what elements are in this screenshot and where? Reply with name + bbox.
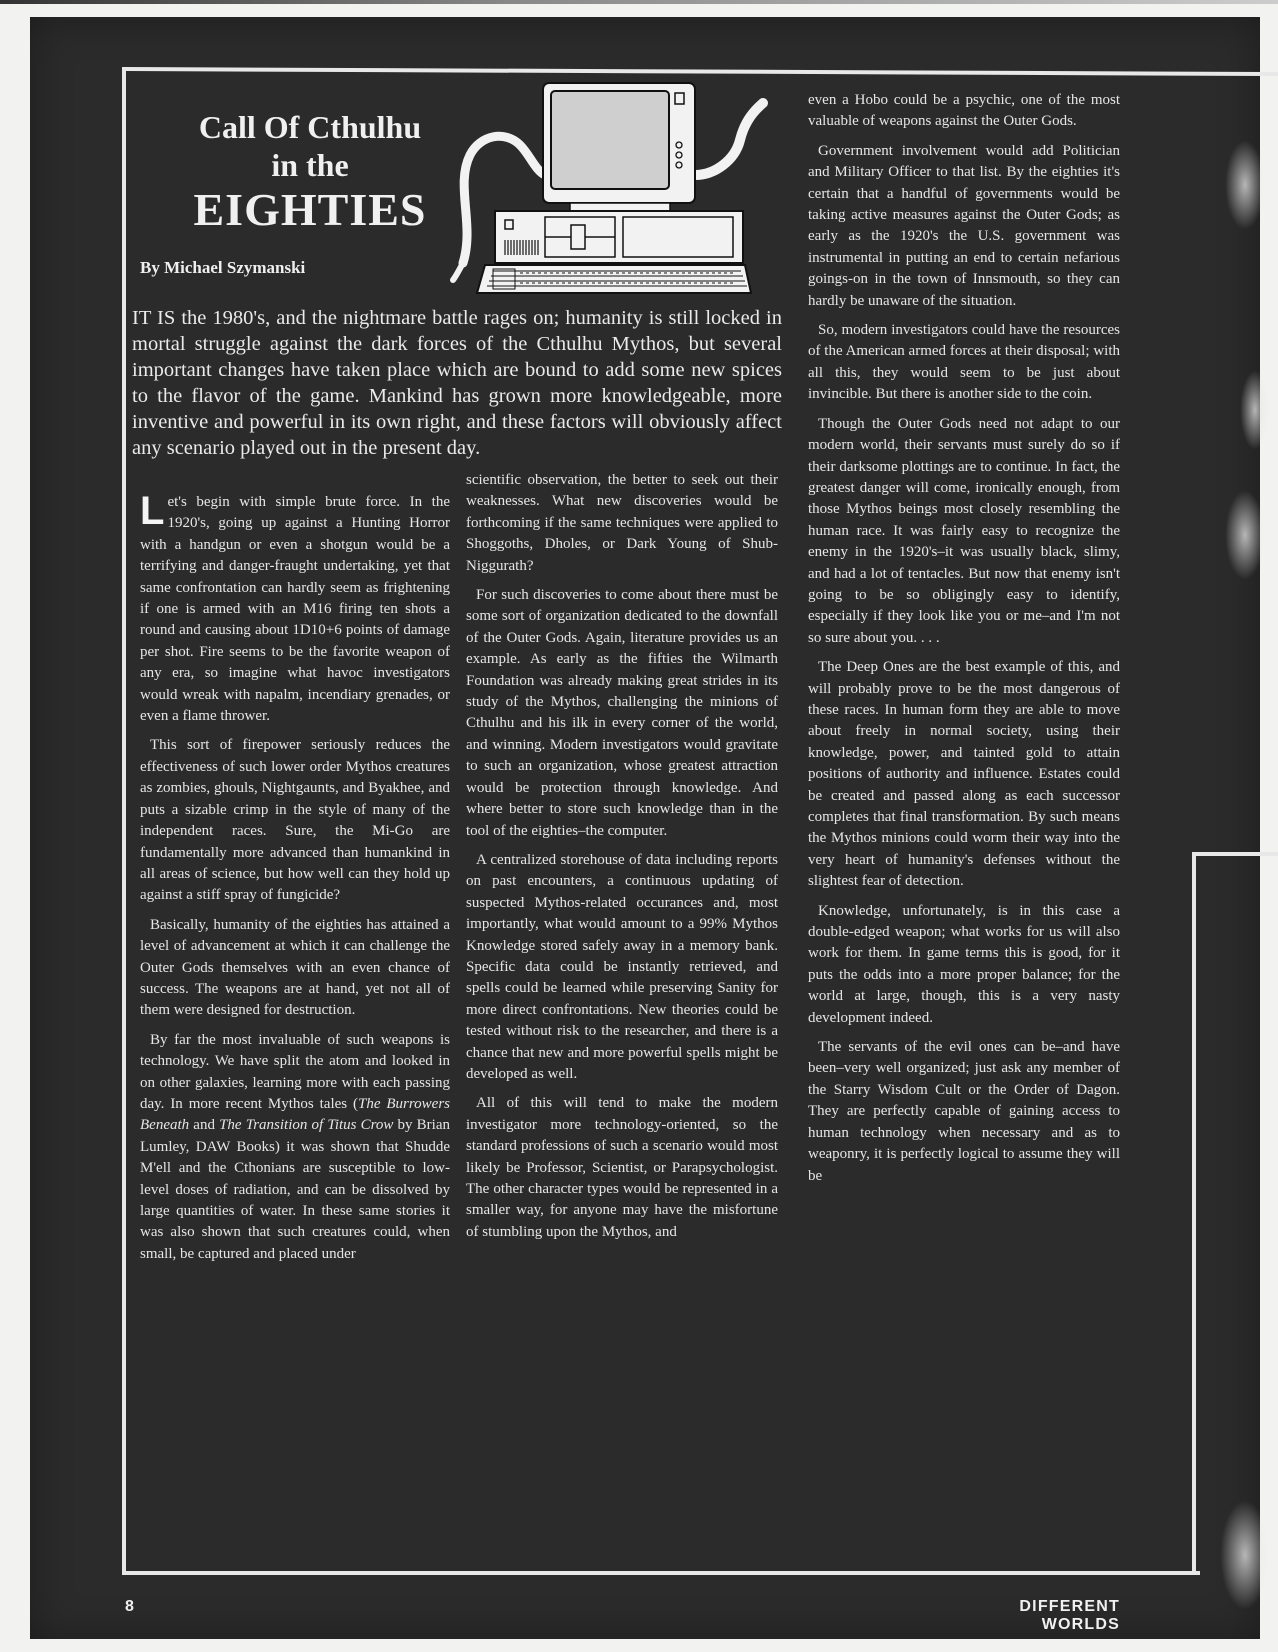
paragraph: even a Hobo could be a psychic, one of the most valuable of weapons against the Outer Gods. (808, 92, 1120, 130)
paragraph: A centralized storehouse of data including reports on past encounters, a continuous updating of suspected Mythos-related occurances and, most importantly, what would amount to a 99% Mythos Knowledge stored safely away in a memory bank. Specific data could be instantly retrieved, and spells could be learned while preserving Sanity for more direct confrontations. New theories could be tested without risk to the researcher, and there is a chance that new and more powerful spells might be developed as well. (466, 851, 778, 1082)
article-title (140, 108, 480, 236)
book-title: The Transition of Titus Crow (219, 1117, 394, 1134)
paragraph: By far the most invaluable of such weapons is technology. We have split the atom and looked in on other galaxies, learning more with each passing day. In more recent Mythos tales (The Burrowers Beneath and The Transition of Titus Crow by Brian Lumley, DAW Books) it was shown that Shudde M'ell and the Cthonians are susceptible to low-level doses of radiation, and can be dissolved by large quantities of water. In these same stories it was also shown that such creatures could, when small, be captured and placed under (140, 1031, 450, 1262)
paragraph: Government involvement would add Politician and Military Officer to that list. By the eighties it's certain that a handful of governments would be taking active measures against the Outer Gods; as early as the 1920's the U.S. government was instrumental in putting an end to certain nefarious goings-on in the town of Innsmouth, so they can hardly be unaware of the situation. (808, 142, 1120, 309)
title-line-2: in the (271, 147, 349, 183)
computer-with-tentacles-icon (445, 75, 800, 305)
scan-artifact (1225, 490, 1265, 580)
scan-artifact (1240, 370, 1270, 450)
frame-border-notch (1192, 852, 1278, 856)
paragraph: For such discoveries to come about there must be some sort of organization dedicated to the downfall of the Outer Gods. Again, literature provides us an example. As early as the fifties the Wilmarth Foundation was already making great strides in its study of the Mythos, challenging the minions of Cthulhu and his ilk in every corner of the world, and winning. Modern investigators would gravitate to such an organization, whose greatest attraction would be protection through knowledge. And where better to store such knowledge than in the tool of the eighties–the computer. (466, 587, 778, 839)
paragraph: Let's begin with simple brute force. In the 1920's, going up against a Hunting Horror with a handgun or even a shotgun would be a terrifying and danger-fraught undertaking, yet that same confrontation can hardly seem as frightening if one is armed with an M16 firing ten shots a round and causing about 1D10+6 points of damage per shot. Fire seems to be the favorite weapon of any era, so imagine what havoc investigators would wreak with napalm, incendiary grenades, or even a flame thrower. (140, 489, 450, 725)
frame-border-right (1192, 852, 1196, 1575)
magazine-name: DIFFERENT WORLDS (1019, 1598, 1120, 1633)
page-number: 8 (125, 1598, 134, 1615)
scan-edge (0, 0, 1278, 4)
scan-artifact (1220, 1500, 1270, 1610)
paragraph: The servants of the evil ones can be–and have been–very well organized; just ask any member of the Starry Wisdom Cult or the Order of Dagon. They are perfectly capable of gaining access to human technology when necessary and as to weaponry, it is perfectly logical to assume they will be (808, 1039, 1120, 1184)
paragraph: So, modern investigators could have the resources of the American armed forces at their disposal; with all this, they would seem to be just about invincible. But there is another side to the coin. (808, 322, 1120, 403)
paragraph: This sort of firepower seriously reduces the effectiveness of such lower order Mythos creatures as zombies, ghouls, Nightgaunts, and Byakhee, and puts a sizable crimp in the style of many of the independent races. Sure, the Mi-Go are fundamentally more advanced than humankind in all areas of science, but how well can they hold up against a stiff spray of fungicide? (140, 737, 450, 904)
column-2 (466, 470, 778, 1251)
paragraph: scientific observation, the better to seek out their weaknesses. What new discoveries would be forthcoming if the same techniques were applied to Shoggoths, Dholes, or Dark Young of Shub-Niggurath? (466, 472, 778, 574)
title-line-1: Call Of Cthulhu (198, 109, 422, 145)
column-1 (140, 489, 450, 1273)
column-3 (808, 90, 1120, 1195)
paragraph: Though the Outer Gods need not adapt to our modern world, their servants must surely do so if their darksome plottings are to continue. In fact, the greatest danger will come, ironically enough, from those Mythos beings most closely resembling the human race. It was fairly easy to recognize the enemy in the 1920's–it was usually black, slimy, and had a lot of tentacles. But now that enemy isn't going to be so obligingly easy to identify, especially if they look like you or me–and I'm not so sure about you. . . . (808, 415, 1120, 646)
frame-border-left (122, 67, 126, 1575)
paragraph: All of this will tend to make the modern investigator more technology-oriented, so the standard professions of such a scenario would most likely be Professor, Scientist, or Parapsychologist. The other character types would be represented in a smaller way, for anyone may have the misfortune of stumbling upon the Mythos, and (466, 1095, 778, 1240)
byline: By Michael Szymanski (140, 258, 306, 277)
drop-cap: L (140, 489, 165, 533)
paragraph: Basically, humanity of the eighties has attained a level of advancement at which it can challenge the Outer Gods themselves with an even chance of success. The weapons are at hand, yet not all of them were designed for destruction. (140, 916, 450, 1019)
article-lead: IT IS the 1980's, and the nightmare battle rages on; humanity is still locked in mortal struggle against the dark forces of the Cthulhu Mythos, but several important changes have taken place which are bound to add some new spices to the flavor of the game. Mankind has grown more knowledgeable, more inventive and powerful in its own right, and these factors will obviously affect any scenario played out in the present day. (132, 307, 782, 459)
book-title: The Burrowers Beneath (140, 1095, 450, 1134)
scan-artifact (1225, 140, 1265, 230)
title-line-3: EIGHTIES (193, 184, 427, 235)
paragraph: The Deep Ones are the best example of this, and will probably prove to be the most dangerous of these races. In human form they are able to move about freely in normal society, using their knowledge, power, and tainted gold to attain positions of authority and influence. Estates could be created and passed along as each successor completes that final transformation. By such means the Mythos minions could worm their way into the very heart of humanity's defenses without the slightest fear of detection. (808, 659, 1120, 890)
frame-border-bottom (122, 1571, 1200, 1575)
paragraph: Knowledge, unfortunately, is in this case a double-edged weapon; what works for us will also work for them. In game terms this is good, for it puts the odds into a more proper balance; for the world at large, though, this is a very nasty development indeed. (808, 902, 1120, 1026)
